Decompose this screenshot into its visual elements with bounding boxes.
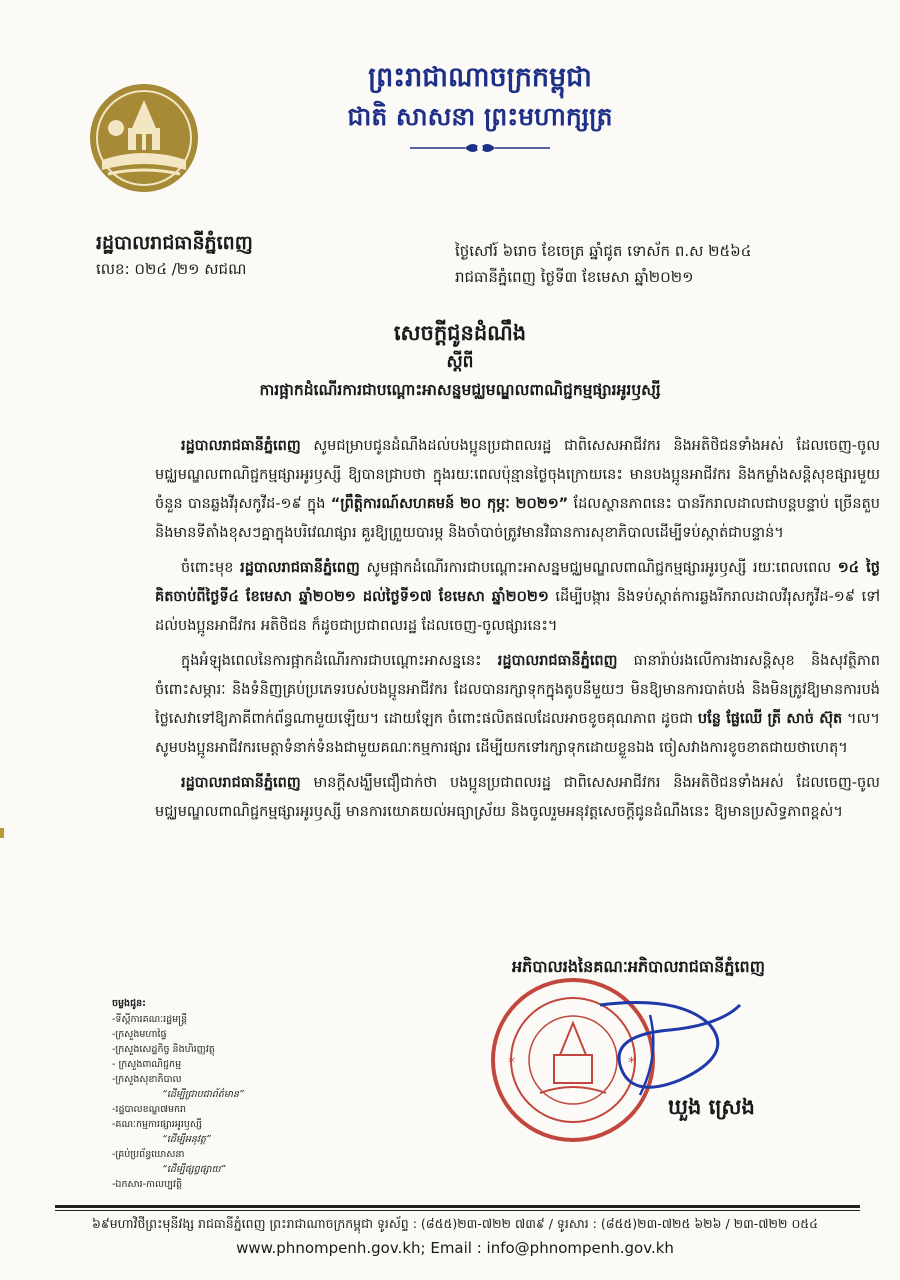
document-title [140,318,780,402]
recipient-item: -គ្រប់ប្រព័ន្ធឃោសនា [112,1149,185,1160]
p3-text-b: ធានារ៉ាប់រងលើការងារសន្តិសុខ និងសុវត្ថិភាព ចំពោះសម្ភារៈ និងទំនិញគ្រប់ប្រភេទរបស់បងប្អូនអាជីវករ ដែលបានរក្សាទុកក្នុងតូបនីមួយៗ មិនឱ្យមានការបាត់បង់ និងមិនត្រូវឱ្យមានការបង់ថ្លៃសេវាទៅឱ្យភាគីពាក់ព័ន្ធណាមួយឡើយ។ ដោយឡែក ចំពោះផលិតផលដែលអាចខូចគុណភាព ដូចជា [155,653,880,727]
p3-text-a: ក្នុងអំឡុងពេលនៃការផ្អាកដំណើរការជាបណ្តោះអាសន្ននេះ [181,653,498,669]
paragraph-2 [155,554,880,641]
p1-text-b: ដែលស្ថានភាពនេះ បានរីករាលដាលជាបន្តបន្ទាប់ ច្រើនតួប និងមានទីតាំងខុសៗគ្នាក្នុងបរិវេណផ្សារ គួរឱ្យព្រួយបារម្ភ និងចាំបាច់ត្រូវមានវិធានការសុខាភិបាលដើម្បីទប់ស្កាត់ជាបន្ទាន់។ [155,496,880,541]
footer-divider [55,1205,860,1208]
recipients-title: ចម្លងជូន: [112,998,146,1009]
lunar-date: ថ្ងៃសៅរ៍ ៦រោច ខែចេត្រ ឆ្នាំជូត ទោស័ក ព.ស ២៥៦៤ [455,242,752,260]
p2-text-b: សូមផ្អាកដំណើរការជាបណ្តោះអាសន្នមជ្ឈមណ្ឌលពាណិជ្ជកម្មផ្សារអូរឫស្សី រយៈពេលពេល [359,560,838,576]
footer [40,1214,870,1260]
recipients-list [112,996,372,1192]
footer-address: ៦៩មហាវិថីព្រះមុនីវង្ស រាជធានីភ្នំពេញ ព្រះរាជាណាចក្រកម្ពុជា ទូរស័ព្ទ : (៨៥៥)២៣-៧២២ ៧៣៩ / ទូរសារ : (៨៥៥)២៣-៧២៥ ៦២៦ / ២៣-៧២២ ០៥៤ [92,1216,818,1231]
footer-web: www.phnompenh.gov.kh; Email : info@phnompenh.gov.kh [236,1239,674,1257]
title-main: សេចក្តីជូនដំណឹង [393,321,527,345]
recipient-note: “ដើម្បីជ្រាបជាព័ត៌មាន” [162,1089,244,1100]
recipient-item: -ក្រសួងសេដ្ឋកិច្ច និងហិរញ្ញវត្ថុ [112,1044,215,1055]
paragraph-3 [155,647,880,763]
p1-bold: រដ្ឋបាលរាជធានីភ្នំពេញ [181,438,301,454]
p2-bold: រដ្ឋបាលរាជធានីភ្នំពេញ [240,560,360,576]
recipient-item: -រដ្ឋបាលខណ្ឌ៧មករា [112,1104,187,1115]
document-body [155,432,880,833]
p2-text-a: ចំពោះមុខ [181,560,241,576]
recipient-item: - ក្រសួងពាណិជ្ជកម្ម [112,1059,182,1070]
p3-bold-2: បន្លែ ផ្លែឈើ ត្រី សាច់ ស៊ុត [697,711,843,727]
solar-date: រាជធានីភ្នំពេញ ថ្ងៃទី៣ ខែមេសា ឆ្នាំ២០២១ [455,268,694,286]
p1-text-a: សូមជម្រាបជូនដំណឹងដល់បងប្អូនប្រជាពលរដ្ឋ ជាពិសេសអាជីវករ និងអតិថិជនទាំងអស់ ដែលចេញ-ចូលមជ្ឈមណ្ឌលពាណិជ្ជកម្មផ្សារអូរឫស្សី ឱ្យបានជ្រាបថា ក្នុងរយៈពេលប៉ុន្មានថ្ងៃចុងក្រោយនេះ មានបងប្អូនអាជីវករ និងកម្លាំងសន្តិសុខផ្សារមួយចំនួន បានឆ្លងវីរុសកូវីដ-១៩ ក្នុង [155,438,880,512]
svg-text:*: * [628,1055,635,1071]
p4-bold: រដ្ឋបាលរាជធានីភ្នំពេញ [181,775,301,791]
p2-text-c: ដើម្បីបង្ការ និងទប់ស្កាត់ការឆ្លងរីករាលដាលវីរុសកូវីដ-១៩ ទៅដល់បងប្អូនអាជីវករ អតិថិជន ក៏ដូចជាប្រជាពលរដ្ឋ ដែលចេញ-ចូលផ្សារនេះ។ [155,589,881,634]
recipient-item: -ទីស្តីការគណៈរដ្ឋមន្ត្រី [112,1014,188,1025]
p4-text-a: មានក្តីសង្ឃឹមជឿជាក់ថា បងប្អូនប្រជាពលរដ្ឋ ជាពិសេសអាជីវករ និងអតិថិជនទាំងអស់ ដែលចេញ-ចូលមជ្ឈមណ្ឌលពាណិជ្ជកម្មផ្សារអូរឫស្សី មានការយោគយល់អធ្យាស្រ័យ និងចូលរួមអនុវត្តសេចក្តីជូនដំណឹងនេះ ឱ្យមានប្រសិទ្ធភាពខ្ពស់។ [155,775,880,820]
recipient-item: -គណៈកម្មការផ្សារអូរឫស្សី [112,1119,202,1130]
city-emblem-icon [88,82,200,194]
title-subject: ការផ្អាកដំណើរការជាបណ្តោះអាសន្នមជ្ឈមណ្ឌលពាណិជ្ជកម្មផ្សារអូរឫស្សី [259,381,661,399]
kingdom-header [240,60,720,156]
reference-number: លេខ: ០២៤ /២១ សជណ [96,260,247,278]
paragraph-4 [155,769,880,827]
svg-text:*: * [508,1055,515,1071]
date-block [455,238,875,290]
p2-bold-2: ១៤ ថ្ងៃ គិតចាប់ពីថ្ងៃទី៤ ខែមេសា ឆ្នាំ២០២១ ដល់ថ្ងៃទី១៧ ខែមេសា ឆ្នាំ២០២១ [155,560,880,605]
title-about: ស្តីពី [446,352,474,372]
recipient-item: -ឯកសារ-កាលប្បវត្តិ [112,1179,182,1190]
recipient-note: “ដើម្បីអនុវត្ត” [162,1134,211,1145]
signatory-name: ឃួង ស្រេង [668,1095,755,1119]
paragraph-1 [155,432,880,548]
recipient-note: “ដើម្បីផ្សព្វផ្សាយ” [162,1164,226,1175]
recipient-item: -ក្រសួងមហាផ្ទៃ [112,1029,167,1040]
p1-bold-2: “ព្រឹត្តិការណ៍សហគមន៍ ២០ កុម្ភៈ ២០២១” [330,496,569,512]
ornament-divider-icon [405,140,555,156]
footer-divider-thin [55,1210,860,1211]
p3-bold: រដ្ឋបាលរាជធានីភ្នំពេញ [497,653,618,669]
p3-text-c: ។ល។ សូមបងប្អូនអាជីវករមេត្តាទំនាក់ទំនងជាមួយគណៈកម្មការផ្សារ ដើម្បីយកទៅរក្សាទុកដោយខ្លួនឯង ចៀសវាងការខូចខាតជាយថាហេតុ។ [155,711,880,756]
handwritten-signature-icon [560,985,750,1105]
national-motto: ជាតិ សាសនា ព្រះមហាក្សត្រ [347,102,613,131]
signatory-title: អភិបាលរងនៃគណៈអភិបាលរាជធានីភ្នំពេញ [512,957,765,976]
recipient-item: -ក្រសួងសុខាភិបាល [112,1074,182,1085]
kingdom-title: ព្រះរាជាណាចក្រកម្ពុជា [368,62,592,93]
edge-mark [0,828,4,838]
issuer-block [96,230,253,280]
issuer-organization: រដ្ឋបាលរាជធានីភ្នំពេញ [96,232,253,254]
